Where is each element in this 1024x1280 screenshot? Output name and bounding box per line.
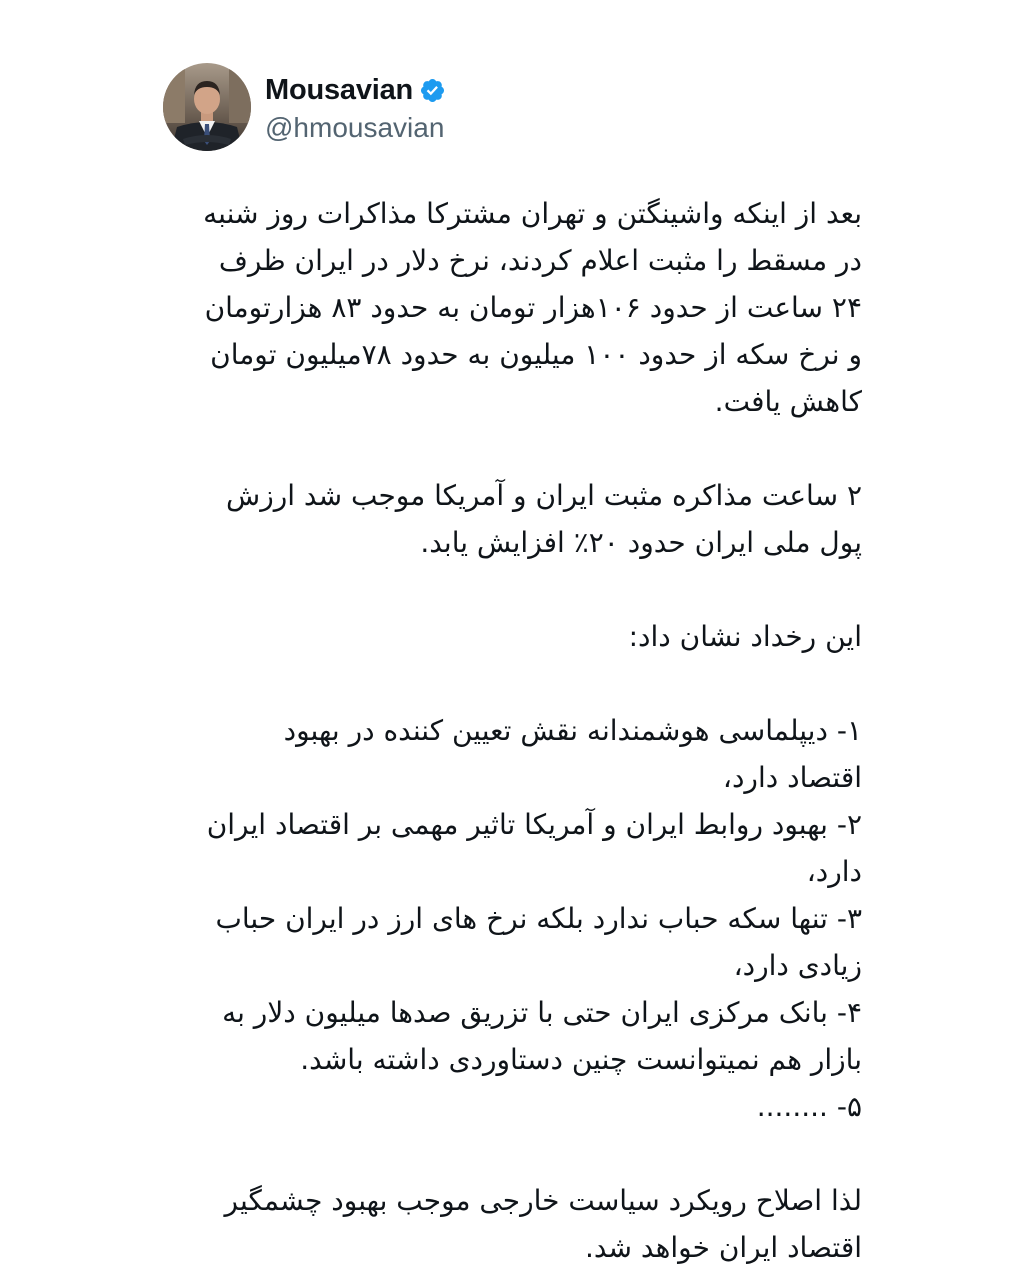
tweet-text: [160, 190, 862, 1271]
tweet-line: کاهش یافت.: [714, 385, 862, 418]
tweet-line: ۲- بهبود روابط ایران و آمریکا تاثیر مهمی بر اقتصاد ایران: [206, 808, 862, 841]
tweet-line: بازار هم نمیتوانست چنین دستاوردی داشته باشد.: [300, 1043, 862, 1076]
name-row: [265, 70, 446, 110]
tweet-line: اقتصاد ایران خواهد شد.: [584, 1231, 862, 1264]
profile-photo-icon: [163, 63, 251, 151]
avatar[interactable]: [163, 63, 251, 151]
author-display-name[interactable]: Mousavian: [265, 73, 414, 106]
tweet-line: اقتصاد دارد،: [722, 761, 862, 794]
tweet-paragraph: [160, 472, 862, 566]
tweet-paragraph: [160, 707, 862, 1130]
verified-badge-icon: [419, 77, 446, 104]
tweet-paragraph: [160, 190, 862, 425]
tweet-line: ۲۴ ساعت از حدود ۱۰۶هزار تومان به حدود ۸۳ هزارتومان: [204, 291, 862, 324]
tweet-line: ۵- ........: [756, 1090, 862, 1123]
tweet-line: ۱- دیپلماسی هوشمندانه نقش تعیین کننده در بهبود: [283, 714, 862, 747]
tweet-line: پول ملی ایران حدود ۲۰٪ افزایش یابد.: [420, 526, 862, 559]
tweet-line: ۳- تنها سکه حباب ندارد بلکه نرخ های ارز در ایران حباب: [215, 902, 862, 935]
tweet-line: در مسقط را مثبت اعلام کردند، نرخ دلار در ایران ظرف: [218, 244, 862, 277]
tweet-line: زیادی دارد،: [733, 949, 862, 982]
tweet-header: [163, 62, 446, 152]
tweet-line: ۴- بانک مرکزی ایران حتی با تزریق صدها میلیون دلار به: [222, 996, 862, 1029]
author-handle[interactable]: @hmousavian: [265, 112, 445, 143]
tweet-line: دارد،: [806, 855, 862, 888]
tweet-paragraph: [160, 1177, 862, 1271]
tweet-paragraph: [160, 613, 862, 660]
author-identity: [265, 70, 446, 144]
tweet-line: لذا اصلاح رویکرد سیاست خارجی موجب بهبود چشمگیر: [224, 1184, 862, 1217]
tweet-line: بعد از اینکه واشینگتن و تهران مشترکا مذاکرات روز شنبه: [203, 197, 862, 230]
tweet-line: ۲ ساعت مذاکره مثبت ایران و آمریکا موجب شد ارزش: [226, 479, 862, 512]
tweet-line: و نرخ سکه از حدود ۱۰۰ میلیون به حدود ۷۸میلیون تومان: [210, 338, 862, 371]
tweet-line: این رخداد نشان داد:: [628, 620, 862, 653]
